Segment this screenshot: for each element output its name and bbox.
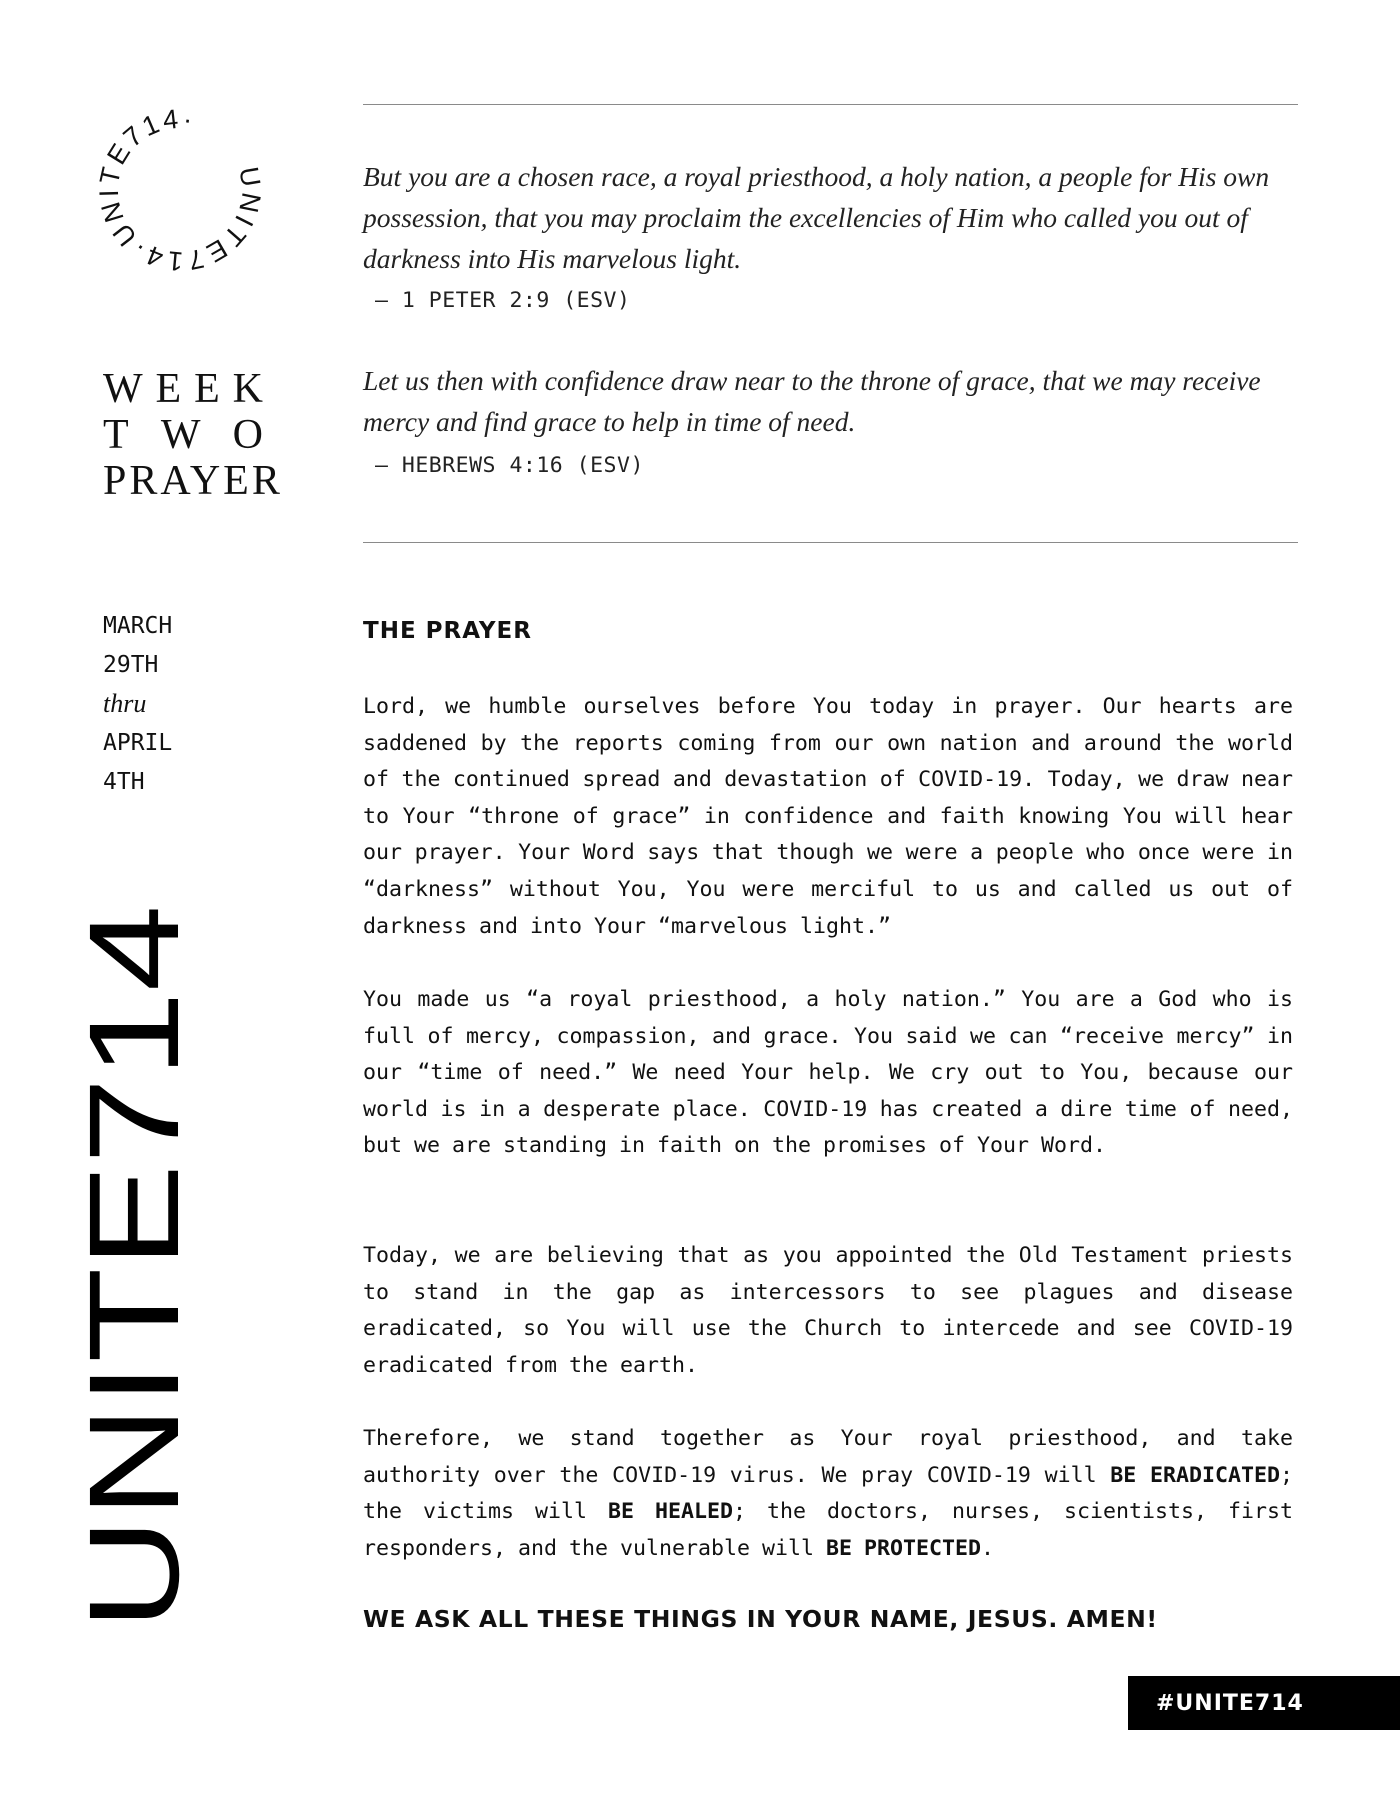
prayer-paragraph-3: Today, we are believing that as you appointed the Old Testament priests to stand in the gap as intercessors to see plagues and disease eradicated, so You will use the Church to intercede and see COVID-19 eradicated from the earth. [363, 1243, 1293, 1378]
scripture-reference-2: — HEBREWS 4:16 (ESV) [375, 453, 644, 478]
scripture-reference-1: — 1 PETER 2:9 (ESV) [375, 288, 631, 313]
date-start-day: 29TH [103, 652, 159, 678]
hashtag-badge: #UNITE714 [1128, 1676, 1400, 1730]
scripture-verse-1: But you are a chosen race, a royal priesthood, a holy nation, a people for His own possession, that you may proclaim the excellencies of Him who called you out of darkness into His marvelous light. [363, 161, 1270, 274]
emphasis-protected: BE PROTECTED [826, 1535, 982, 1561]
prayer-paragraph-2: You made us “a royal priesthood, a holy nation.” You are a God who is full of mercy, compassion, and grace. You said we can “receive mercy” in our “time of need.” We need Your help. We cry out to You, because our world is in a desperate place. COVID-19 has created a dire time of need, but we are standing in faith on the promises of Your Word. [363, 987, 1293, 1159]
top-divider [363, 104, 1298, 105]
week-heading-line-3: PRAYER [103, 458, 283, 504]
emphasis-eradicated: BE ERADICATED [1110, 1462, 1280, 1488]
prayer-closing: WE ASK ALL THESE THINGS IN YOUR NAME, JESUS. AMEN! [363, 1605, 1158, 1633]
svg-text:UNITE714: UNITE714 [63, 1032, 206, 1630]
unite714-circular-logo [80, 90, 280, 290]
prayer-paragraph-4: Therefore, we stand together as Your royal priesthood, and take authority over the COVID-19 virus. We pray COVID-19 will BE ERADICATED; the victims will BE HEALED; the doctors, nurses, scientists, first responders, and the vulnerable will BE PROTECTED. [363, 1426, 1293, 1561]
week-heading-line-1: W E E K [103, 366, 263, 412]
vertical-brand-wordmark [63, 905, 210, 1630]
prayer-heading: THE PRAYER [363, 618, 532, 644]
week-heading-line-2: T W O [103, 412, 263, 458]
svg-text:UNITE714·UNITE714· [80, 90, 280, 290]
emphasis-healed: BE HEALED [608, 1499, 733, 1525]
date-end-day: 4TH [103, 769, 145, 795]
middle-divider [363, 542, 1298, 543]
logo-ring-text: UNITE714·UNITE714· [93, 103, 267, 277]
prayer-paragraph-1: Lord, we humble ourselves before You today in prayer. Our hearts are saddened by the reports coming from our own nation and around the world of the continued spread and devastation of COVID-19. Today, we draw near to Your “throne of grace” in confidence and faith knowing You will hear our prayer. Your Word says that though we were a people who once were in “darkness” without You, You were merciful to us and called us out of darkness and into Your “marvelous light.” [363, 694, 1293, 939]
date-connector: thru [103, 689, 147, 718]
date-end-month: APRIL [103, 730, 173, 756]
date-start-month: MARCH [103, 613, 173, 639]
scripture-verse-2: Let us then with confidence draw near to the throne of grace, that we may receive mercy and find grace to help in time of need. [363, 365, 1261, 437]
